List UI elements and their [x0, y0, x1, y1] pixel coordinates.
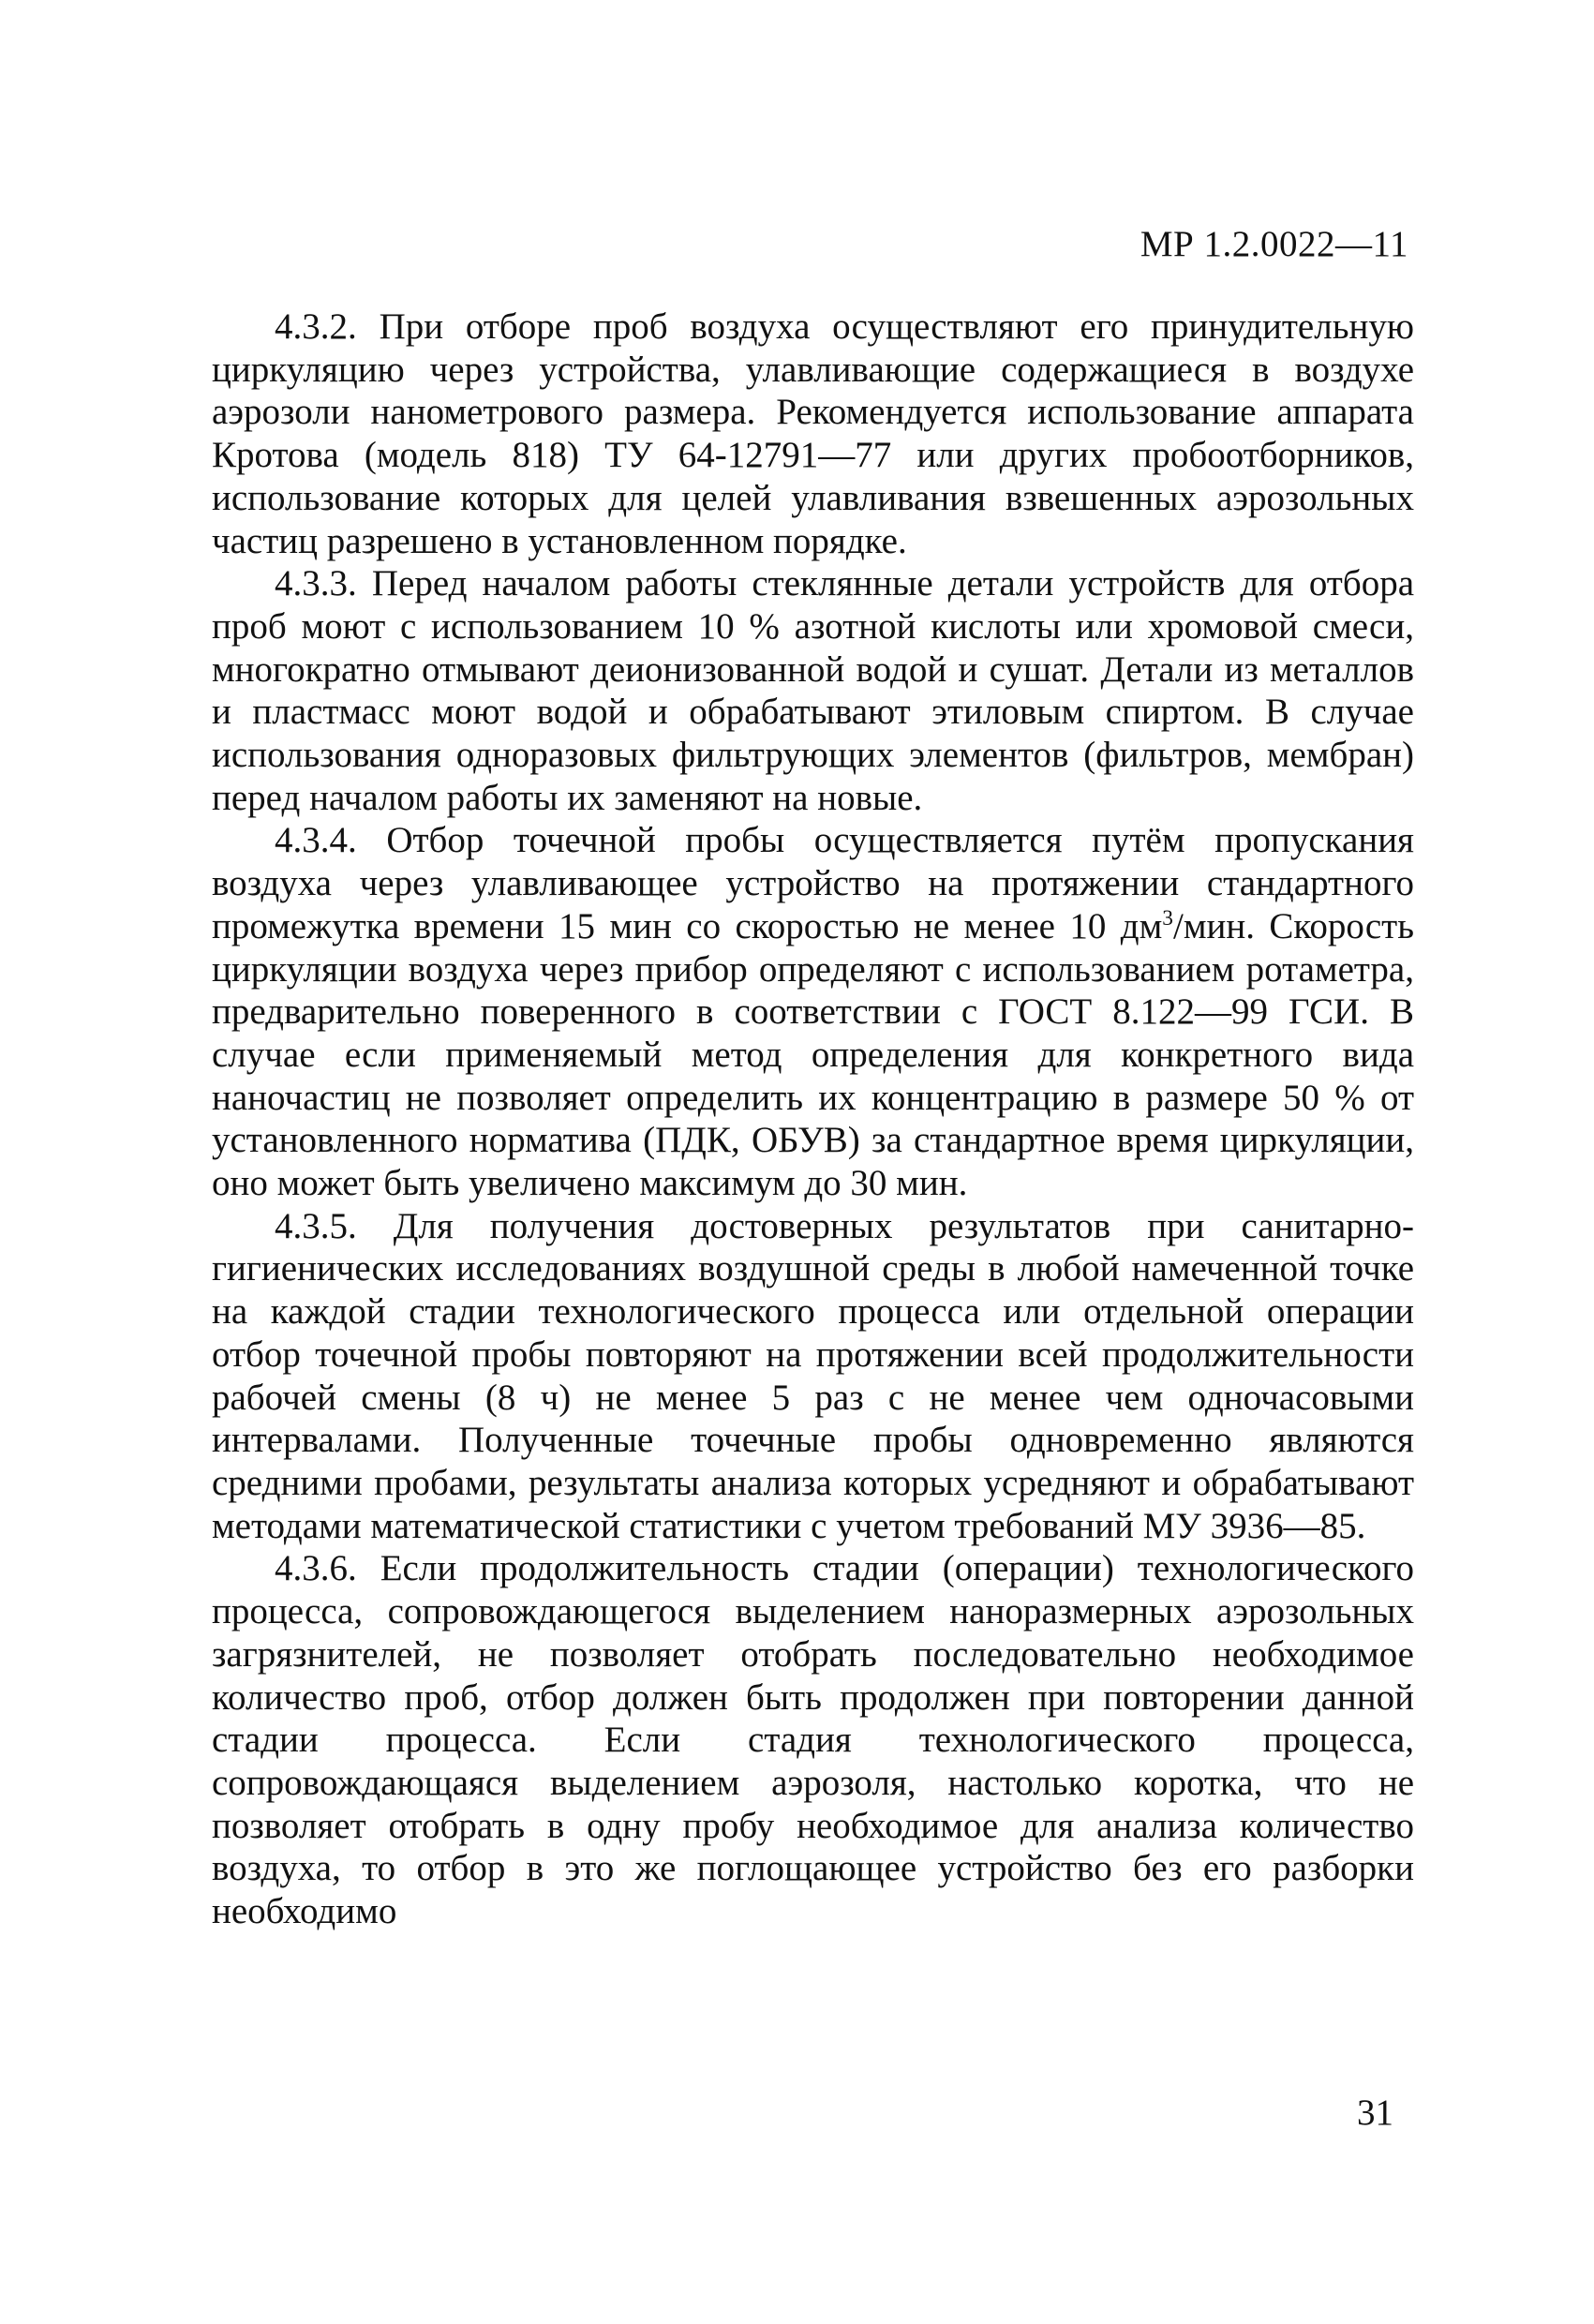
superscript-cubic: 3: [1162, 905, 1173, 931]
page-number: 31: [1357, 2093, 1393, 2133]
paragraph-text: Если продолжительность стадии (операции) технологического процесса, сопровождающегося выделением наноразмерных аэрозольных загрязнителей, не позволяет отобрать последовательно необходимое количество проб, отбор должен быть продолжен при повторении данной стадии процесса. Если стадия технологического процесса, сопровождающаяся выделением аэрозоля, настолько коротка, что не позволяет отобрать в одну пробу необходимое для анализа количество воздуха, то отбор в это же поглощающее устройство без его разборки необходимо: [212, 1548, 1414, 1932]
paragraph-text: При отборе проб воздуха осуществляют его принудительную циркуляцию через устройства, улавливающие содержащиеся в воздухе аэрозоли нанометрового размера. Рекомендуется использование аппарата Кротова (модель 818) ТУ 64-12791—77 или других пробоотборников, использование которых для целей улавливания взвешенных аэрозольных частиц разрешено в установленном порядке.: [212, 306, 1415, 561]
paragraph-number: 4.3.6.: [275, 1548, 357, 1589]
paragraph-text: Для получения достоверных результатов при санитарно-гигиенических исследованиях воздушной среды в любой намеченной точке на каждой стадии технологического процесса или отдельной операции отбор точечной пробы повторяют на протяжении всей продолжительности рабочей смены (8 ч) не менее 5 раз с не менее чем одночасовыми интервалами. Полученные точечные пробы одновременно являются средними пробами, результаты анализа которых усредняют и обрабатывают методами математической статистики с учетом требований МУ 3936—85.: [212, 1205, 1415, 1546]
paragraph-number: 4.3.4.: [275, 820, 357, 861]
paragraph-4-3-5: [212, 1205, 1414, 1548]
body-text: [212, 305, 1414, 1933]
paragraph-4-3-2: [212, 305, 1414, 562]
paragraph-number: 4.3.5.: [275, 1205, 357, 1246]
paragraph-text-part-1: Отбор точечной пробы осуществляется путём пропускания воздуха через улавливающее устройство на протяжении стандартного промежутка времени 15 мин со скоростью не менее 10 дм: [212, 820, 1414, 946]
paragraph-4-3-6: [212, 1547, 1414, 1932]
paragraph-number: 4.3.2.: [275, 306, 357, 347]
paragraph-number: 4.3.3.: [275, 563, 357, 604]
paragraph-text: Перед началом работы стеклянные детали устройств для отбора проб моют с использованием 10 % азотной кислоты или хромовой смеси, многократно отмывают деионизованной водой и сушат. Детали из металлов и пластмасс моют водой и обрабатывают этиловым спиртом. В случае использования одноразовых фильтрующих элементов (фильтров, мембран) перед началом работы их заменяют на новые.: [212, 563, 1415, 818]
paragraph-text-part-2: /мин. Скорость циркуляции воздуха через прибор определяют с использованием ротаметра, предварительно поверенного в соответствии с ГОСТ 8.122—99 ГСИ. В случае если применяемый метод определения для конкретного вида наночастиц не позволяет определить их концентрацию в размере 50 % от установленного норматива (ПДК, ОБУВ) за стандартное время циркуляции, оно может быть увеличено максимум до 30 мин.: [212, 905, 1414, 1204]
paragraph-4-3-4: [212, 819, 1414, 1204]
document-code: МР 1.2.0022—11: [1140, 224, 1408, 264]
paragraph-4-3-3: [212, 562, 1414, 819]
